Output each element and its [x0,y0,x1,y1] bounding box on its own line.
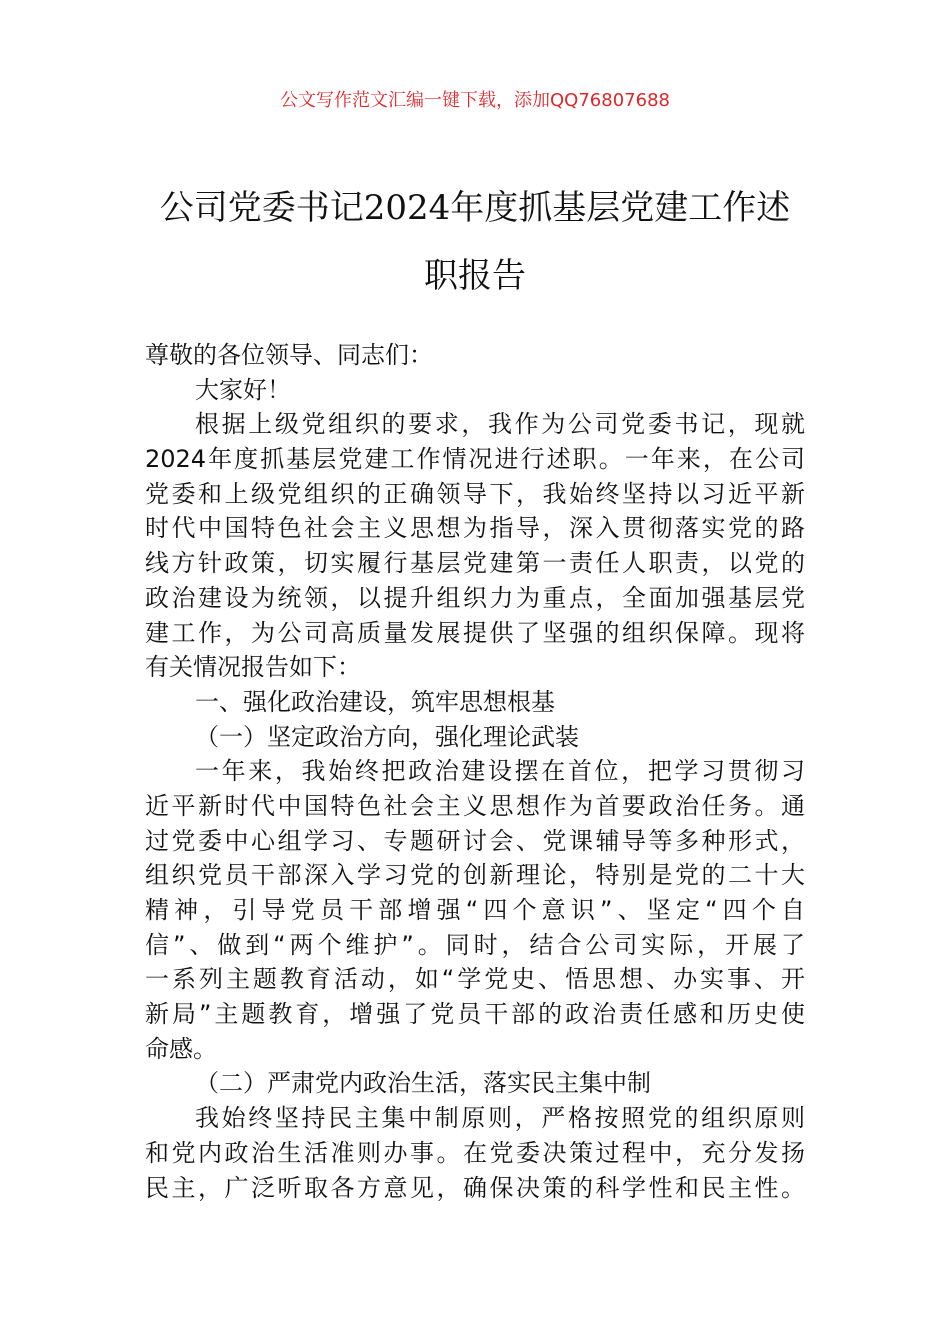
text-line: 有关情况报告如下： [145,653,361,682]
text-line: 大家好！ [195,375,291,404]
text-line: 时代中国特色社会主义思想为指导，深入贯彻落实党的路 [145,514,805,543]
text-line: 党委和上级党组织的正确领导下，我始终坚持以习近平新 [145,479,805,508]
text-line: 和党内政治生活准则办事。在党委决策过程中，充分发扬 [145,1138,805,1167]
text-line: 近平新时代中国特色社会主义思想作为首要政治任务。通 [145,791,805,820]
text-line: 一年来，我始终把政治建设摆在首位，把学习贯彻习 [195,757,805,786]
text-line: （一）坚定政治方向，强化理论武装 [195,722,579,751]
text-line: 一系列主题教育活动，如“学党史、悟思想、办实事、开 [145,965,805,994]
text-line: 2024年度抓基层党建工作情况进行述职。一年来，在公司 [145,445,805,474]
text-line: 民主，广泛听取各方意见，确保决策的科学性和民主性。 [145,1173,805,1202]
text-line: 尊敬的各位领导、同志们： [145,341,433,369]
text-line: 新局”主题教育，增强了党员干部的政治责任感和历史使 [145,1000,805,1029]
watermark-download-notice: 公文写作范文汇编一键下载，添加QQ76807688 [280,90,670,111]
text-line: 一、强化政治建设，筑牢思想根基 [195,687,555,716]
text-line: 我始终坚持民主集中制原则，严格按照党的组织原则 [195,1104,805,1133]
document-body [145,338,805,1205]
document-title-line-2: 职报告 [424,256,526,296]
text-line: 线方针政策，切实履行基层党建第一责任人职责，以党的 [145,549,805,578]
text-line: 过党委中心组学习、专题研讨会、党课辅导等多种形式， [145,826,805,855]
text-line: 信”、做到“两个维护”。同时，结合公司实际，开展了 [145,930,805,959]
text-line: （二）严肃党内政治生活，落实民主集中制 [195,1069,651,1098]
text-line: 政治建设为统领，以提升组织力为重点，全面加强基层党 [145,583,805,612]
text-line: 精神，引导党员干部增强“四个意识”、坚定“四个自 [145,896,805,924]
text-line: 建工作，为公司高质量发展提供了坚强的组织保障。现将 [145,618,805,647]
text-line: 组织党员干部深入学习党的创新理论，特别是党的二十大 [145,861,805,890]
text-line: 根据上级党组织的要求，我作为公司党委书记，现就 [195,410,805,439]
document-title-line-1: 公司党委书记2024年度抓基层党建工作述 [159,188,791,228]
text-line: 命感。 [145,1034,217,1063]
